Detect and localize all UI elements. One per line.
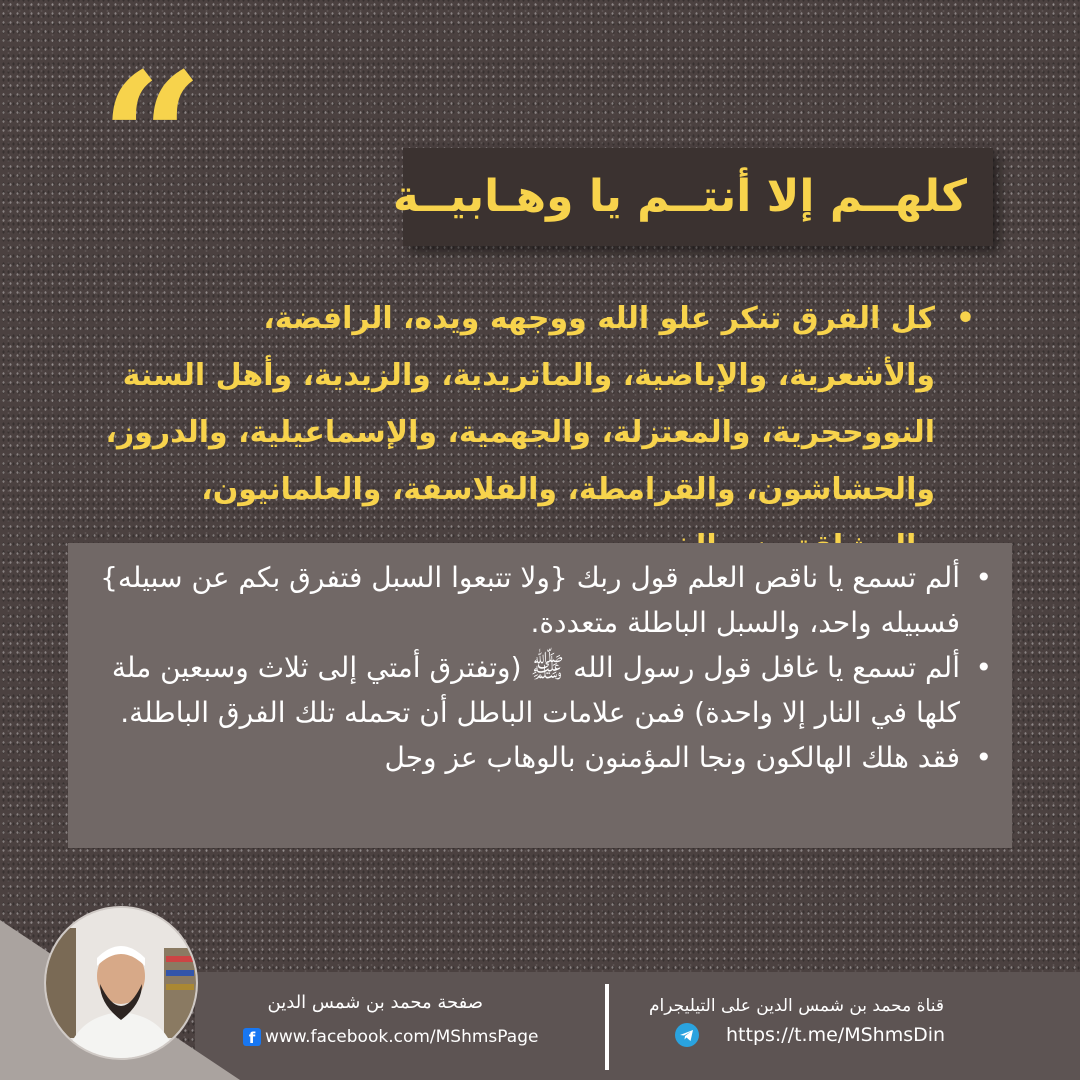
facebook-page-label: صفحة محمد بن شمس الدين xyxy=(267,992,483,1013)
facebook-icon: f xyxy=(243,1028,261,1046)
footer-bar xyxy=(195,972,1080,1080)
quote-mark-icon: “ xyxy=(100,34,204,245)
bullet-icon: • xyxy=(975,741,992,774)
page-title: كلهــم إلا أنتــم يا وهـابيــة xyxy=(392,171,967,222)
facebook-link[interactable]: www.facebook.com/MShmsPage xyxy=(265,1027,539,1047)
bullet-icon: • xyxy=(975,561,992,594)
main-bullet-text: كل الفرق تنكر علو الله ووجهه ويده، الرافضة، والأشعرية، والإباضية، والماتريدية، والزيدية، وأهل السنة النووحجرية، والمعتزلة، والجهمية، والإسماعيلية، والدروز، والحشاشون، والقرامطة، والفلاسفة، والعلمانيون، xyxy=(105,301,935,507)
avatar-portrait xyxy=(46,908,196,1058)
bullet-icon: • xyxy=(955,301,975,336)
box-list xyxy=(92,555,992,780)
footer-divider xyxy=(605,984,609,1070)
list-item xyxy=(92,645,992,735)
list-item xyxy=(92,735,992,780)
telegram-icon xyxy=(675,1023,699,1047)
telegram-link[interactable]: https://t.me/MShmsDin xyxy=(726,1024,946,1046)
list-item xyxy=(92,555,992,645)
quote-box xyxy=(68,543,1012,848)
title-banner xyxy=(392,148,993,246)
list-item-text: ألم تسمع يا غافل قول رسول الله ﷺ (وتفترق أمتي إلى ثلاث وسبعين ملة كلها في النار إلا واحدة) فمن علامات الباطل أن تحمله تلك الفرق الباطلة. xyxy=(111,651,960,729)
list-item-text: فقد هلك الهالكون ونجا المؤمنون بالوهاب عز وجل xyxy=(384,741,960,774)
bullet-icon: • xyxy=(975,651,992,684)
telegram-channel-label: قناة محمد بن شمس الدين على التيليجرام xyxy=(649,996,944,1016)
main-bullet-list xyxy=(105,290,975,575)
avatar xyxy=(44,906,198,1060)
list-item-text: ألم تسمع يا ناقص العلم قول ربك {ولا تتبعوا السبل فتفرق بكم عن سبيله} فسبيله واحد، والسبل الباطلة متعددة. xyxy=(100,561,960,639)
